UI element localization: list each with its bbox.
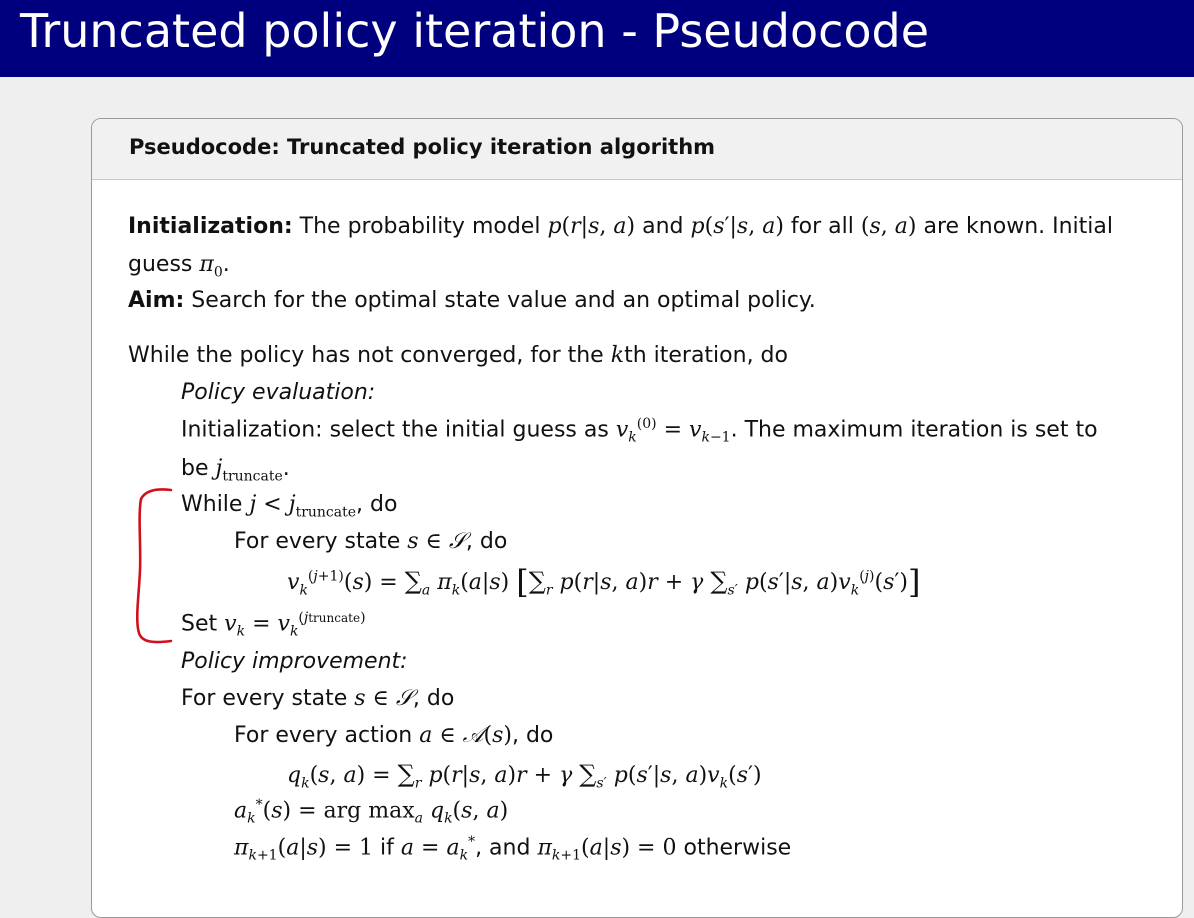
init-line: Initialization: The probability model p(r|s, a) and p(s′|s, a) for all (s, a) are known. Initial (128, 214, 1113, 239)
argmax-equation: $a_k^*(s)$ = arg $\max_a q_k(s$, a) (234, 797, 509, 827)
policy-evaluation-heading: Policy evaluation: (181, 380, 376, 405)
policy-improvement-heading: Policy improvement: (181, 649, 408, 674)
slide-title: Truncated policy iteration - Pseudocode (20, 4, 930, 58)
aim-label: Aim: (128, 288, 185, 313)
title-bar (0, 0, 1194, 77)
pseudocode-box-header (92, 119, 1182, 180)
init-guess-line: guess $\pi_0$. (128, 252, 230, 281)
init-text: The probability model (299, 214, 541, 239)
value-update-equation: $v_k^{(j+1)}(s) = \sum_a$ $\pi_k(a|s)$ [$\sum_r$ p(r|s, a)r + γ $\sum_{s'}$ p(s′|s, $a)v_k^{(j)}(s')$] (287, 563, 921, 601)
red-bracket-annotation (133, 485, 183, 650)
init-label: Initialization: (128, 214, 293, 239)
q-value-equation: $q_k(s$, $a) = \sum_r$ p(r|s, a)r + γ $\sum_{s'}$ p(s′|s, $a)v_k(s')$ (287, 760, 762, 792)
init2-line: Initialization: select the initial guess as $v_k^{(0)} = v_{k-1}$. The maximum iteration is set to (181, 416, 1098, 446)
init2-line-2: be $j_{truncate}$. (181, 456, 290, 485)
for-every-action-line: For every action a ∈ 𝒜(s), do (234, 723, 554, 748)
policy-update-line: $\pi_{k+1}(a|s) = 1$ if $a = a_k^*$, and $\pi_{k+1}(a|s) = 0$ otherwise (234, 834, 792, 864)
pseudocode-box-title: Pseudocode: Truncated policy iteration algorithm (129, 135, 716, 159)
set-line: Set $v_k = v_k^{(jtruncate)}$ (181, 610, 366, 640)
for-every-state-line-1: For every state s ∈ 𝒮, do (234, 529, 508, 554)
aim-line (128, 288, 816, 313)
aim-text: Search for the optimal state value and an optimal policy. (191, 288, 816, 313)
while-outer-line: While the policy has not converged, for the kth iteration, do (128, 343, 788, 368)
while-inner-line: While $j < j_{truncate}$, do (181, 492, 398, 521)
for-every-state-line-2: For every state s ∈ 𝒮, do (181, 686, 455, 711)
